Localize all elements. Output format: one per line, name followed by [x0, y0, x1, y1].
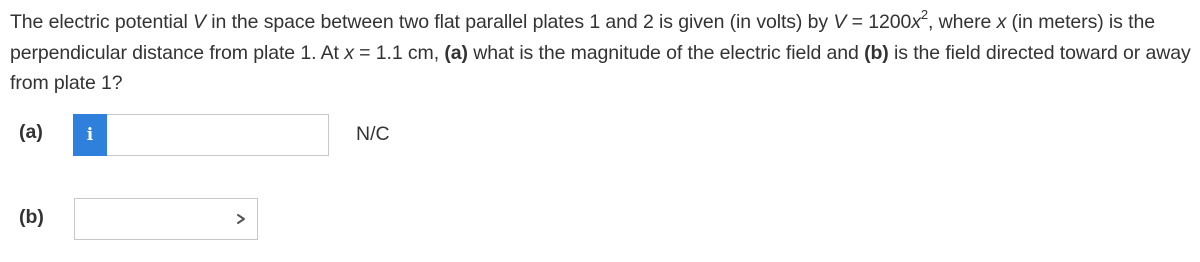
question-segment: = 1.1 cm, — [353, 41, 445, 64]
question-segment: what is the magnitude of the electric field and — [467, 41, 865, 64]
question-segment: , where — [927, 11, 997, 33]
variable-v: V — [193, 11, 206, 33]
question-segment: (in meters) is the perpendicular distance from plate 1. At — [10, 11, 1155, 64]
variable-x: x — [996, 11, 1007, 33]
variable-x: x — [911, 11, 921, 33]
question-segment: is the field directed toward or away from plate 1? — [10, 41, 1191, 94]
variable-x: x — [344, 41, 354, 64]
part-b-label: (b) — [19, 206, 44, 228]
variable-v: V — [833, 11, 847, 33]
exponent: 2 — [920, 6, 928, 22]
direction-select[interactable] — [74, 198, 258, 240]
info-icon[interactable]: i — [73, 114, 107, 156]
question-segment: The electric potential — [10, 11, 194, 33]
chevron-down-icon — [235, 212, 247, 226]
question-text — [10, 7, 1195, 99]
part-a-marker: (a) — [444, 41, 468, 64]
part-a-label: (a) — [19, 121, 43, 143]
question-segment: = 1200 — [846, 11, 912, 33]
unit-label: N/C — [356, 123, 390, 145]
question-segment: in the space between two flat parallel plates 1 and 2 is given (in volts) by — [205, 11, 834, 33]
part-b-marker: (b) — [864, 41, 889, 64]
answer-a-input[interactable] — [107, 114, 329, 156]
